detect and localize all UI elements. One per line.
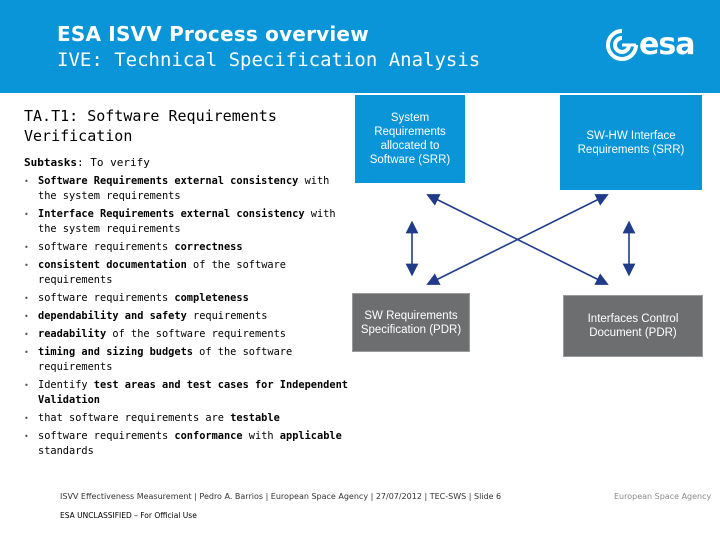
subtasks-label: Subtasks (24, 156, 77, 169)
box-interfaces-control-doc: Interfaces Control Document (PDR) (563, 295, 703, 357)
box-sw-hw-interface: SW-HW Interface Requirements (SRR) (560, 95, 702, 190)
classification-label: ESA UNCLASSIFIED – For Official Use (60, 511, 197, 520)
footer-text: ISVV Effectiveness Measurement | Pedro A. Barrios | European Space Agency | 27/07/2012 | TEC-SWS | Slide 6 (60, 492, 502, 501)
task-title-line2: Verification (24, 127, 133, 145)
list-item: • Identify test areas and test cases for Independent Validation (24, 378, 354, 408)
list-item: • consistent documentation of the software requirements (24, 258, 354, 288)
subtasks-suffix: : To verify (76, 156, 150, 169)
list-item: • timing and sizing budgets of the software requirements (24, 345, 354, 375)
list-item: • Software Requirements external consistency with the system requirements (24, 174, 354, 204)
list-item: • readability of the software requirements (24, 327, 354, 342)
list-item: • software requirements correctness (24, 240, 354, 255)
list-item: • dependability and safety requirements (24, 309, 354, 324)
list-item: • software requirements conformance with applicable standards (24, 429, 354, 459)
list-item: • Interface Requirements external consistency with the system requirements (24, 207, 354, 237)
box-sw-requirements-spec: SW Requirements Specification (PDR) (352, 293, 470, 352)
agency-footer-logo: European Space Agency (614, 492, 712, 501)
esa-logo-text: esa (639, 27, 695, 62)
task-title-line1: TA.T1: Software Requirements (24, 107, 277, 125)
slide-subtitle: IVE: Technical Specification Analysis (57, 49, 481, 71)
slide-title: ESA ISVV Process overview (57, 22, 369, 46)
box-system-requirements: System Requirements allocated to Software (SRR) (355, 95, 465, 183)
list-item: • software requirements completeness (24, 291, 354, 306)
list-item: • that software requirements are testable (24, 411, 354, 426)
